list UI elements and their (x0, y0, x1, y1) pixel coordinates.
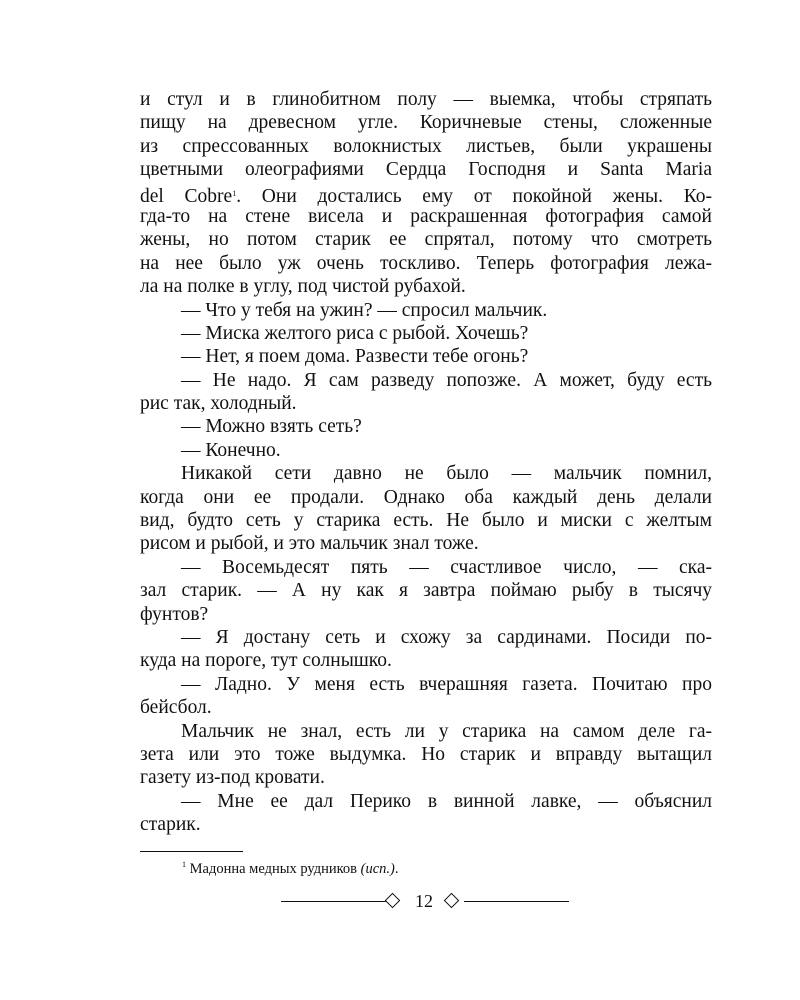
diamond-icon (444, 893, 460, 909)
footnote-end: . (394, 861, 399, 877)
text-line: когда они ее продали. Однако оба каждый день делали (140, 486, 712, 508)
text-fragment: . Они достались ему от покойной жены. Ко- (236, 185, 712, 207)
text-line: — Ладно. У меня есть вчерашняя газета. Почитаю про (181, 673, 712, 695)
text-line: гда-то на стене висела и раскрашенная фотография самой (140, 205, 712, 227)
text-line: жены, но потом старик ее спрятал, потому что смотреть (140, 229, 712, 251)
book-text (140, 88, 712, 837)
ornament-line-right (464, 901, 569, 902)
text-line: пищу на древесном угле. Коричневые стены, сложенные (140, 112, 712, 134)
footnote-divider (140, 851, 243, 852)
footnote-text: Мадонна медных рудников (189, 861, 358, 877)
diamond-icon (385, 893, 401, 909)
text-line: и стул и в глинобитном полу — выемка, чтобы стряпать (140, 89, 712, 110)
text-line: рис так, холодный. (140, 393, 297, 415)
text-line: — Я достану сеть и схожу за сардинами. Посиди по- (181, 626, 712, 648)
text-line: зал старик. — А ну как я завтра поймаю рыбу в тысячу (140, 580, 712, 602)
text-line: фунтов? (140, 603, 209, 625)
text-line: — Восемьдесят пять — счастливое число, — ска- (181, 556, 712, 578)
text-line: ла на полке в углу, под чистой рубахой. (140, 276, 466, 298)
text-line: — Нет, я поем дома. Развести тебе огонь? (181, 346, 529, 368)
text-line (140, 182, 712, 205)
text-line: — Что у тебя на ужин? — спросил мальчик. (181, 299, 548, 321)
page-number: 12 (415, 891, 433, 911)
page-number-ornament (281, 890, 569, 912)
footnote-ref: 1 (232, 188, 237, 198)
ornament-line-left (281, 901, 388, 902)
text-line: газету из-под кровати. (140, 767, 325, 789)
text-line: на нее было уж очень тоскливо. Теперь фотография лежа- (140, 252, 712, 274)
text-line: рисом и рыбой, и это мальчик знал тоже. (140, 533, 479, 555)
footnote-language-note: (исп.) (360, 861, 395, 877)
text-line: — Можно взять сеть? (181, 416, 362, 438)
text-line: вид, будто сеть у старика есть. Не было и миски с желтым (140, 510, 712, 532)
text-line: — Миска желтого риса с рыбой. Хочешь? (181, 322, 529, 344)
text-line: старик. (140, 814, 201, 836)
text-line: — Конечно. (181, 439, 281, 461)
text-line: цветными олеографиями Сердца Господня и Santa Maria (140, 159, 712, 181)
text-line: из спрессованных волокнистых листьев, были украшены (140, 135, 712, 157)
text-fragment: del Cobre (140, 185, 233, 207)
footnote (182, 855, 399, 879)
text-line: Никакой сети давно не было — мальчик помнил, (181, 463, 712, 485)
text-line: куда на пороге, тут солнышко. (140, 650, 392, 672)
footnote-marker: 1 (182, 860, 186, 869)
text-line: Мальчик не знал, есть ли у старика на самом деле га- (181, 720, 712, 742)
text-line: зета или это тоже выдумка. Но старик и вправду вытащил (140, 743, 712, 765)
text-line: — Не надо. Я сам разведу попозже. А может, буду есть (181, 369, 712, 391)
text-line: бейсбол. (140, 697, 212, 719)
text-line: — Мне ее дал Перико в винной лавке, — объяснил (181, 790, 712, 812)
